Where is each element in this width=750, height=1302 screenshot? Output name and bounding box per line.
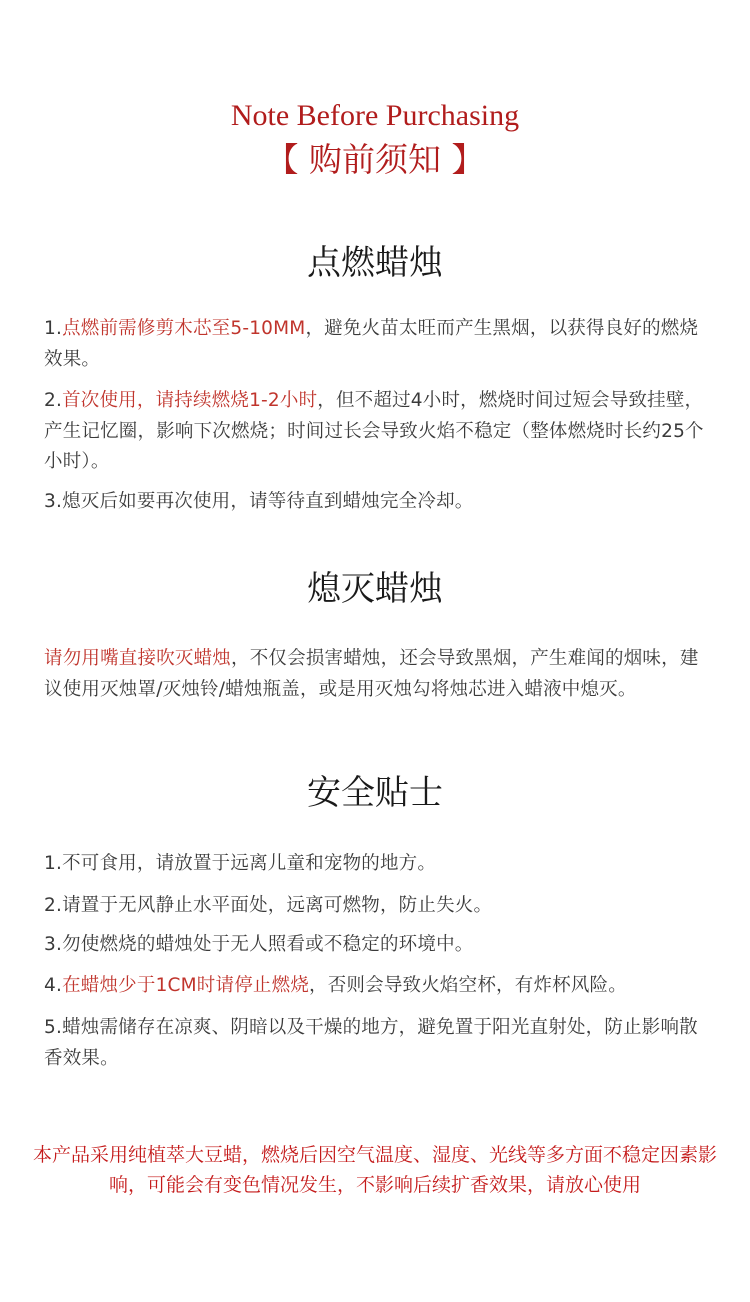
item-text: ，避免火苗太旺而产生黑烟，以获得良好的燃烧效果。: [44, 318, 699, 370]
item-text: 熄灭后如要再次使用，请等待直到蜡烛完全冷却。: [62, 491, 474, 512]
item-highlight: 在蜡烛少于1CM时请停止燃烧: [62, 975, 310, 996]
item-prefix: 3.: [44, 491, 63, 512]
paragraph-highlight: 请勿用嘴直接吹灭蜡烛: [44, 648, 232, 669]
item-highlight: 点燃前需修剪木芯至5-10MM: [62, 318, 306, 339]
safety-item-2: [44, 891, 712, 922]
item-prefix: 2.: [44, 390, 63, 411]
safety-item-5: [44, 1013, 712, 1074]
item-prefix: 2.: [44, 895, 63, 916]
item-text: 请置于无风静止水平面处，远离可燃物，防止失火。: [62, 895, 493, 916]
section-title-lighting: 点燃蜡烛: [307, 243, 443, 283]
item-text: 不可食用，请放置于远离儿童和宠物的地方。: [62, 853, 437, 874]
item-prefix: 4.: [44, 975, 63, 996]
item-text: ，但不超过4小时，燃烧时间过短会导致挂壁，产生记忆圈，影响下次燃烧；时间过长会导致火焰不稳定（整体燃烧时长约25个小时）。: [44, 390, 704, 472]
item-prefix: 3.: [44, 934, 63, 955]
item-prefix: 1.: [44, 853, 63, 874]
safety-item-4: [44, 971, 712, 1002]
safety-item-1: [44, 849, 712, 880]
section-title-extinguishing: 熄灭蜡烛: [307, 569, 443, 609]
item-prefix: 5.: [44, 1017, 63, 1038]
footer-notice: 本产品采用纯植萃大豆蜡，燃烧后因空气温度、湿度、光线等多方面不稳定因素影响，可能会有变色情况发生，不影响后续扩香效果，请放心使用: [32, 1144, 717, 1196]
item-prefix: 1.: [44, 318, 63, 339]
lighting-item-3: [44, 487, 712, 518]
item-text: ，否则会导致火焰空杯，有炸杯风险。: [309, 975, 627, 996]
item-text: 勿使燃烧的蜡烛处于无人照看或不稳定的环境中。: [62, 934, 474, 955]
paragraph-text: ，不仅会损害蜡烛，还会导致黑烟，产生难闻的烟味，建议使用灭烛罩/灭烛铃/蜡烛瓶盖，或是用灭烛勾将烛芯进入蜡液中熄灭。: [44, 648, 699, 700]
header-title-en: Note Before Purchasing: [230, 99, 520, 132]
safety-item-3: [44, 930, 712, 961]
lighting-item-2: [44, 386, 712, 478]
item-highlight: 首次使用，请持续燃烧1-2小时: [62, 390, 318, 411]
lighting-item-1: [44, 314, 712, 375]
extinguishing-paragraph: [44, 644, 712, 705]
section-title-safety: 安全贴士: [307, 773, 443, 813]
header-title-cn: 【 购前须知 】: [265, 140, 485, 179]
item-text: 蜡烛需储存在凉爽、阴暗以及干燥的地方，避免置于阳光直射处，防止影响散香效果。: [44, 1017, 698, 1069]
